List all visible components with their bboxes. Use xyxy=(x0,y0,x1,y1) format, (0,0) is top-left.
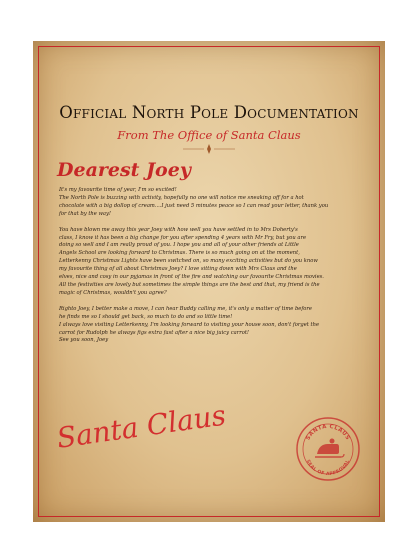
seal-bottom-text: SEAL OF APPROVAL xyxy=(304,459,352,478)
body-line: I always love visiting Letterkenny, I'm looking forward to visiting your house soon, don't forget the xyxy=(59,321,320,328)
paragraph xyxy=(59,187,361,219)
santa-signature: Santa Claus xyxy=(54,398,228,455)
sleigh-icon xyxy=(315,439,344,458)
body-line: carrot for Rudolph he always figs extra fast after a nice big juicy carrot! xyxy=(59,329,249,336)
body-line: elves, nice and cosy in our pyjamas in front of the fire and watching our favourite Christmas movies. xyxy=(59,274,324,281)
body-line: It's my favourite time of year, I'm so excited! xyxy=(59,187,177,193)
body-line: All the festivities are lovely but sometimes the simple things are the best and that, my friend is the xyxy=(59,281,320,288)
seal-icon xyxy=(295,416,361,482)
salutation: Dearest Joey xyxy=(57,159,191,181)
body-line: for that by the way! xyxy=(59,210,112,217)
body-line: See you soon, Joey xyxy=(59,337,109,344)
seal-stamp xyxy=(295,416,361,482)
body-line: he finds me so I should get back, so much to do and so little time! xyxy=(59,313,233,320)
paragraph xyxy=(59,306,361,346)
letter-body xyxy=(59,187,361,345)
letter-paper xyxy=(33,41,385,522)
seal-top-text: SANTA CLAUS xyxy=(305,423,351,442)
paragraph xyxy=(59,227,361,298)
body-line: You have blown me away this year Joey with how well you have settled in to Mrs Doherty's xyxy=(59,226,298,233)
ornament-icon xyxy=(33,144,385,156)
body-line: Letterkenny Christmas Lights have been switched on, so many exciting activities but do you know xyxy=(59,258,318,265)
svg-text:SEAL OF APPROVAL xyxy=(305,459,351,477)
body-line: The North Pole is buzzing with activity, hopefully no one will notice me sneaking off for a hot xyxy=(59,194,304,201)
svg-text:SANTA CLAUS xyxy=(305,424,350,441)
body-line: class, I know it has been a big change for you after spending 4 years with Mr Fry, but you are xyxy=(59,234,307,241)
body-line: magic of Christmas, wouldn't you agree? xyxy=(59,289,167,296)
body-line: my favourite thing of all about Christmas Joey? I love sitting down with Mrs Claus and the xyxy=(59,266,297,273)
document-title: Official North Pole Documentation xyxy=(59,103,359,122)
body-line: Angels School are looking forward to Christmas. There is so much going on at the moment, xyxy=(59,250,300,257)
body-line: chocolate with a big dollop of cream....I just need 5 minutes peace so I can read your letter, thank you xyxy=(59,202,329,209)
document-subtitle: From The Office of Santa Claus xyxy=(117,128,301,142)
body-line: Righto Joey, I better make a move, I can hear Buddy calling me, it's only a matter of time before xyxy=(59,305,312,312)
body-line: doing so well and I am really proud of you. I hope you and all of your other friends at Little xyxy=(59,242,299,249)
